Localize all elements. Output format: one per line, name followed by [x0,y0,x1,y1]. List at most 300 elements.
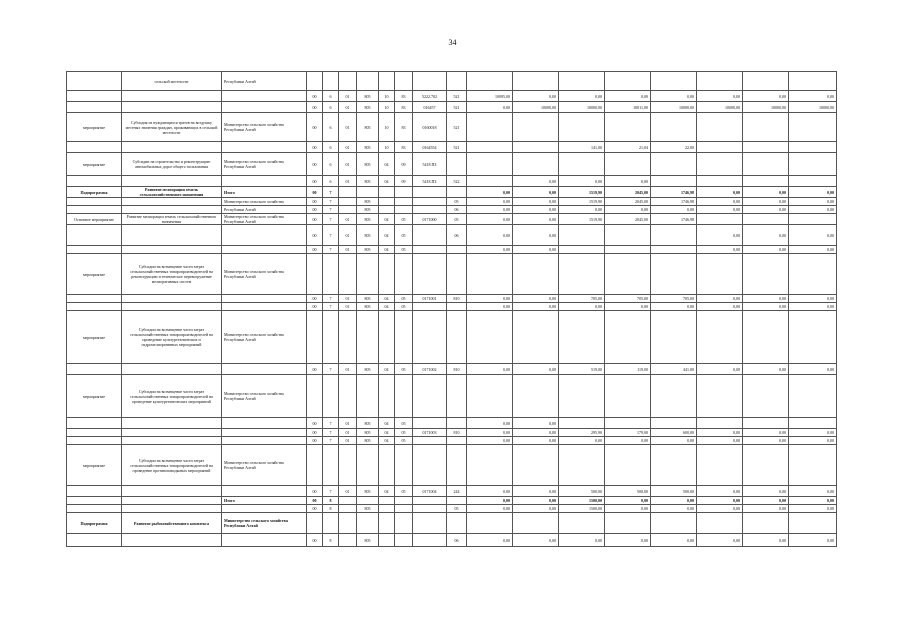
table-cell: 521 [447,102,467,113]
table-cell: 0,00 [467,102,513,113]
table-cell [379,254,395,295]
table-cell: 0,00 [789,206,837,214]
table-cell [379,445,395,486]
table-cell [447,513,467,534]
table-cell [743,445,789,486]
table-row [67,225,837,246]
table-cell: 10000,00 [697,102,743,113]
table-cell: 0,00 [605,206,651,214]
table-cell: 00 [307,295,323,303]
table-cell: 0,00 [513,429,559,437]
table-cell [395,187,413,198]
table-row [67,513,837,534]
table-cell: 04 [379,176,395,187]
table-row [67,311,837,364]
table-cell: 244 [447,486,467,497]
table-cell [559,113,605,142]
table-cell [339,254,357,295]
table-cell: 0,00 [513,534,559,547]
table-cell [467,375,513,418]
table-cell [122,505,222,513]
table-cell: мероприятие [67,113,122,142]
table-cell: 1519,90 [559,198,605,206]
table-cell: 0,00 [559,206,605,214]
table-cell: 0,00 [789,497,837,505]
table-cell: 05 [395,429,413,437]
page-number: 34 [448,38,457,47]
table-cell: 05 [447,198,467,206]
table-cell [122,176,222,187]
table-cell [447,303,467,311]
table-cell: 00 [307,187,323,198]
table-cell [513,311,559,364]
table-cell [122,497,222,505]
table-cell [651,225,697,246]
table-cell [651,246,697,254]
table-cell [467,142,513,153]
table-row [67,246,837,254]
table-cell [605,445,651,486]
table-cell: 0,00 [559,176,605,187]
table-cell: 0,00 [513,295,559,303]
table-cell [339,497,357,505]
table-cell: 05 [395,364,413,375]
table-cell: 0,00 [513,206,559,214]
table-cell [339,206,357,214]
table-cell: сельской местности [122,72,222,91]
table-cell: 0,00 [467,225,513,246]
table-cell: 7 [323,437,339,445]
table-cell [395,534,413,547]
table-cell [222,246,307,254]
table-cell: Республики Алтай [222,206,307,214]
table-cell: 05 [395,303,413,311]
table-cell [122,364,222,375]
table-row [67,375,837,418]
table-cell: Субсидии на возмещение части затрат сельскохозяйственных товаропроизводителей на проведение культуртехнических мероприятий [122,375,222,418]
budget-table-body [67,72,837,547]
table-cell: 0,00 [513,246,559,254]
table-cell [222,142,307,153]
table-cell: 04 [379,303,395,311]
table-cell [743,375,789,418]
table-cell [339,72,357,91]
table-cell: 01 [339,295,357,303]
table-cell: 01 [339,486,357,497]
table-cell: 6 [323,102,339,113]
table-cell: Республики Алтай [222,72,307,91]
table-cell: 01 [339,303,357,311]
table-cell: 10000,00 [789,102,837,113]
table-cell [467,72,513,91]
table-cell: 705,00 [651,295,697,303]
table-row [67,142,837,153]
table-cell: Министерство сельского хозяйства Республики Алтай [222,375,307,418]
table-cell [789,72,837,91]
table-cell: мероприятие [67,375,122,418]
table-cell [789,445,837,486]
table-row [67,91,837,102]
table-cell: 7 [323,364,339,375]
table-cell [743,254,789,295]
table-row [67,497,837,505]
table-cell [697,418,743,429]
table-cell: 10000,00 [743,102,789,113]
table-cell [605,225,651,246]
table-cell [339,375,357,418]
table-cell: 0,00 [605,303,651,311]
table-cell [447,418,467,429]
table-cell: 500,00 [605,486,651,497]
table-cell: 00 [307,214,323,225]
table-row [67,254,837,295]
table-cell [513,72,559,91]
table-cell [513,445,559,486]
table-cell: 0,00 [743,505,789,513]
table-cell [323,311,339,364]
table-cell: 500,00 [651,486,697,497]
table-cell: 04 [379,437,395,445]
table-cell [357,311,379,364]
table-cell [651,176,697,187]
table-cell: 6 [323,142,339,153]
table-cell: 0,00 [467,295,513,303]
table-cell [513,113,559,142]
table-cell [323,445,339,486]
table-cell: Министерство сельского хозяйства Республики Алтай [222,214,307,225]
table-cell: 83 [395,113,413,142]
table-cell: 00 [307,102,323,113]
table-cell [413,445,447,486]
table-cell: 22,00 [651,142,697,153]
table-row [67,198,837,206]
table-cell [743,153,789,176]
table-cell [559,246,605,254]
table-cell: 05 [395,437,413,445]
table-cell: 09 [395,153,413,176]
table-cell [447,375,467,418]
table-cell [413,437,447,445]
table-cell: 0,00 [743,295,789,303]
table-cell: 04 [379,295,395,303]
table-cell: 810 [447,295,467,303]
table-cell [743,513,789,534]
table-cell [413,375,447,418]
table-cell: 0,00 [697,91,743,102]
table-cell: 8 [323,497,339,505]
table-cell [467,311,513,364]
table-cell [222,225,307,246]
table-cell: Субсидии на возмещение части затрат сельскохозяйственных товаропроизводителей на реконструкцию и техническое перевооружение мелиоративных систем [122,254,222,295]
table-cell [697,176,743,187]
table-cell: 01 [339,153,357,176]
table-cell [122,534,222,547]
table-cell: 00 [307,497,323,505]
table-cell [357,72,379,91]
table-cell: 522 [447,176,467,187]
table-cell [447,445,467,486]
table-cell: 0,00 [697,534,743,547]
table-cell: 04 [379,225,395,246]
table-cell [743,142,789,153]
table-cell: 805 [357,206,379,214]
table-cell: 0,00 [697,505,743,513]
table-cell [413,246,447,254]
table-cell [513,513,559,534]
table-cell: Субсидии на строительство и реконструкцию автомобильных дорог общего пользования [122,153,222,176]
table-cell: 10000,00 [559,102,605,113]
table-cell: 06 [447,206,467,214]
table-cell: 04 [379,486,395,497]
table-cell [307,311,323,364]
table-cell [122,225,222,246]
table-cell: 7 [323,429,339,437]
table-cell: 7 [323,303,339,311]
table-row [67,364,837,375]
table-cell: 0,00 [605,534,651,547]
table-cell: 0171002 [413,364,447,375]
table-cell [789,153,837,176]
table-cell [697,445,743,486]
table-cell [122,437,222,445]
table-cell: 0,00 [743,187,789,198]
table-cell [323,375,339,418]
table-cell [447,497,467,505]
table-cell: 441,00 [651,364,697,375]
table-cell: 00 [307,437,323,445]
table-cell: 05 [395,418,413,429]
table-cell [559,153,605,176]
table-cell: Итого [222,497,307,505]
table-cell [559,418,605,429]
budget-table [66,71,837,547]
table-cell: 0,00 [789,295,837,303]
table-cell [413,225,447,246]
table-cell: 0,00 [467,187,513,198]
table-cell [743,72,789,91]
table-cell [357,254,379,295]
table-cell [67,437,122,445]
table-cell [651,254,697,295]
table-cell [413,72,447,91]
table-cell [559,375,605,418]
table-cell: Развитие мелиорации земель сельскохозяйственного назначения [122,214,222,225]
table-cell: Министерство сельского хозяйства Республики Алтай [222,113,307,142]
table-row [67,295,837,303]
table-cell: 01 [339,225,357,246]
table-cell [357,497,379,505]
table-cell: 5418.ПЗ [413,153,447,176]
table-cell: 0,00 [605,91,651,102]
table-cell [513,142,559,153]
table-row [67,187,837,198]
table-cell: 05 [447,505,467,513]
table-cell: 805 [357,176,379,187]
table-cell [467,176,513,187]
table-cell: 1500,00 [559,497,605,505]
table-cell [605,113,651,142]
table-cell: 0,00 [651,497,697,505]
table-cell: 10 [379,142,395,153]
table-cell: мероприятие [67,153,122,176]
table-cell: 10 [379,113,395,142]
table-cell: 600,00 [651,429,697,437]
table-cell: 0,00 [697,437,743,445]
table-cell [122,303,222,311]
table-cell: 0,00 [651,437,697,445]
table-cell [323,513,339,534]
table-cell [67,534,122,547]
table-cell [67,72,122,91]
table-cell: 01 [339,418,357,429]
table-cell [605,72,651,91]
table-cell [67,429,122,437]
table-cell: 0,00 [467,534,513,547]
table-cell: 0,00 [743,198,789,206]
table-cell: 1746,98 [651,198,697,206]
table-cell [122,486,222,497]
table-cell [67,295,122,303]
table-cell: 0,00 [513,176,559,187]
table-cell: 7 [323,225,339,246]
table-cell: 00 [307,429,323,437]
table-cell: 7 [323,486,339,497]
table-cell: 0,00 [467,437,513,445]
table-cell: 705,00 [605,295,651,303]
table-cell [447,311,467,364]
table-cell: 00 [307,246,323,254]
table-cell [67,206,122,214]
table-cell: 0,00 [697,246,743,254]
table-cell: 805 [357,153,379,176]
table-cell: 0,00 [743,486,789,497]
table-cell [559,513,605,534]
table-cell: 0,00 [651,91,697,102]
table-cell: 1500,00 [559,505,605,513]
table-cell [605,418,651,429]
table-cell: 5418.ПЗ [413,176,447,187]
table-cell: 521 [447,142,467,153]
table-cell [651,311,697,364]
table-cell [339,311,357,364]
table-cell: 0,00 [467,429,513,437]
table-cell: 805 [357,225,379,246]
table-cell: 6 [323,113,339,142]
table-cell [67,497,122,505]
table-row [67,486,837,497]
table-cell: 00 [307,225,323,246]
table-cell [67,303,122,311]
table-row [67,113,837,142]
table-cell [395,445,413,486]
table-cell: 0,00 [559,437,605,445]
table-cell [743,113,789,142]
table-cell [413,505,447,513]
table-cell: 141,00 [559,142,605,153]
table-cell [697,72,743,91]
table-cell [339,505,357,513]
table-cell: 0,00 [559,534,605,547]
table-cell [379,513,395,534]
table-cell: Министерство сельского хозяйства Республики Алтай [222,445,307,486]
table-cell [379,375,395,418]
table-cell [67,418,122,429]
table-cell: 01 [339,429,357,437]
table-cell [651,153,697,176]
table-cell: 0,00 [789,505,837,513]
table-cell [122,198,222,206]
table-cell [605,246,651,254]
table-cell: Субсидии на возмещение части затрат сельскохозяйственных товаропроизводителей на проведение культуртехнических и гидромелиоративных мероприятий [122,311,222,364]
table-cell [122,142,222,153]
table-cell [395,198,413,206]
table-cell: 805 [357,198,379,206]
table-cell [743,418,789,429]
table-cell [339,513,357,534]
table-cell [413,187,447,198]
table-cell: 521 [447,113,467,142]
table-cell [222,418,307,429]
table-cell [513,254,559,295]
table-cell: 05 [395,295,413,303]
table-cell [357,513,379,534]
table-cell: 1746,98 [651,187,697,198]
table-cell: 83 [395,102,413,113]
table-cell: 519,00 [559,364,605,375]
table-row [67,437,837,445]
table-cell: 0,00 [513,91,559,102]
table-cell: 7 [323,418,339,429]
table-cell [323,72,339,91]
table-cell [697,375,743,418]
table-cell [222,534,307,547]
table-cell [651,113,697,142]
table-cell: 7 [323,295,339,303]
table-cell: 10000,00 [651,102,697,113]
table-cell [395,311,413,364]
table-cell [697,254,743,295]
table-cell: 1746,98 [651,214,697,225]
table-cell: Субсидии на возмещение части затрат сельскохозяйственных товаропроизводителей на проведение противопаводковых мероприятий [122,445,222,486]
table-cell [413,534,447,547]
table-cell: 0,00 [789,91,837,102]
table-cell [222,486,307,497]
table-row [67,534,837,547]
table-cell [413,206,447,214]
table-cell: 805 [357,437,379,445]
table-cell [513,153,559,176]
table-cell: мероприятие [67,445,122,486]
table-cell [789,254,837,295]
table-cell [559,311,605,364]
table-cell [222,91,307,102]
table-cell [395,505,413,513]
table-cell: 179,00 [605,429,651,437]
table-cell: 805 [357,214,379,225]
table-cell [339,534,357,547]
table-cell [339,198,357,206]
table-cell: 0,00 [605,176,651,187]
table-cell: 0,00 [697,364,743,375]
table-cell: 0,00 [467,497,513,505]
table-row [67,153,837,176]
table-cell: 0,00 [513,187,559,198]
table-cell: 295,90 [559,429,605,437]
table-cell [743,176,789,187]
table-cell [122,246,222,254]
table-cell: 0,00 [743,364,789,375]
table-cell: 00 [307,534,323,547]
